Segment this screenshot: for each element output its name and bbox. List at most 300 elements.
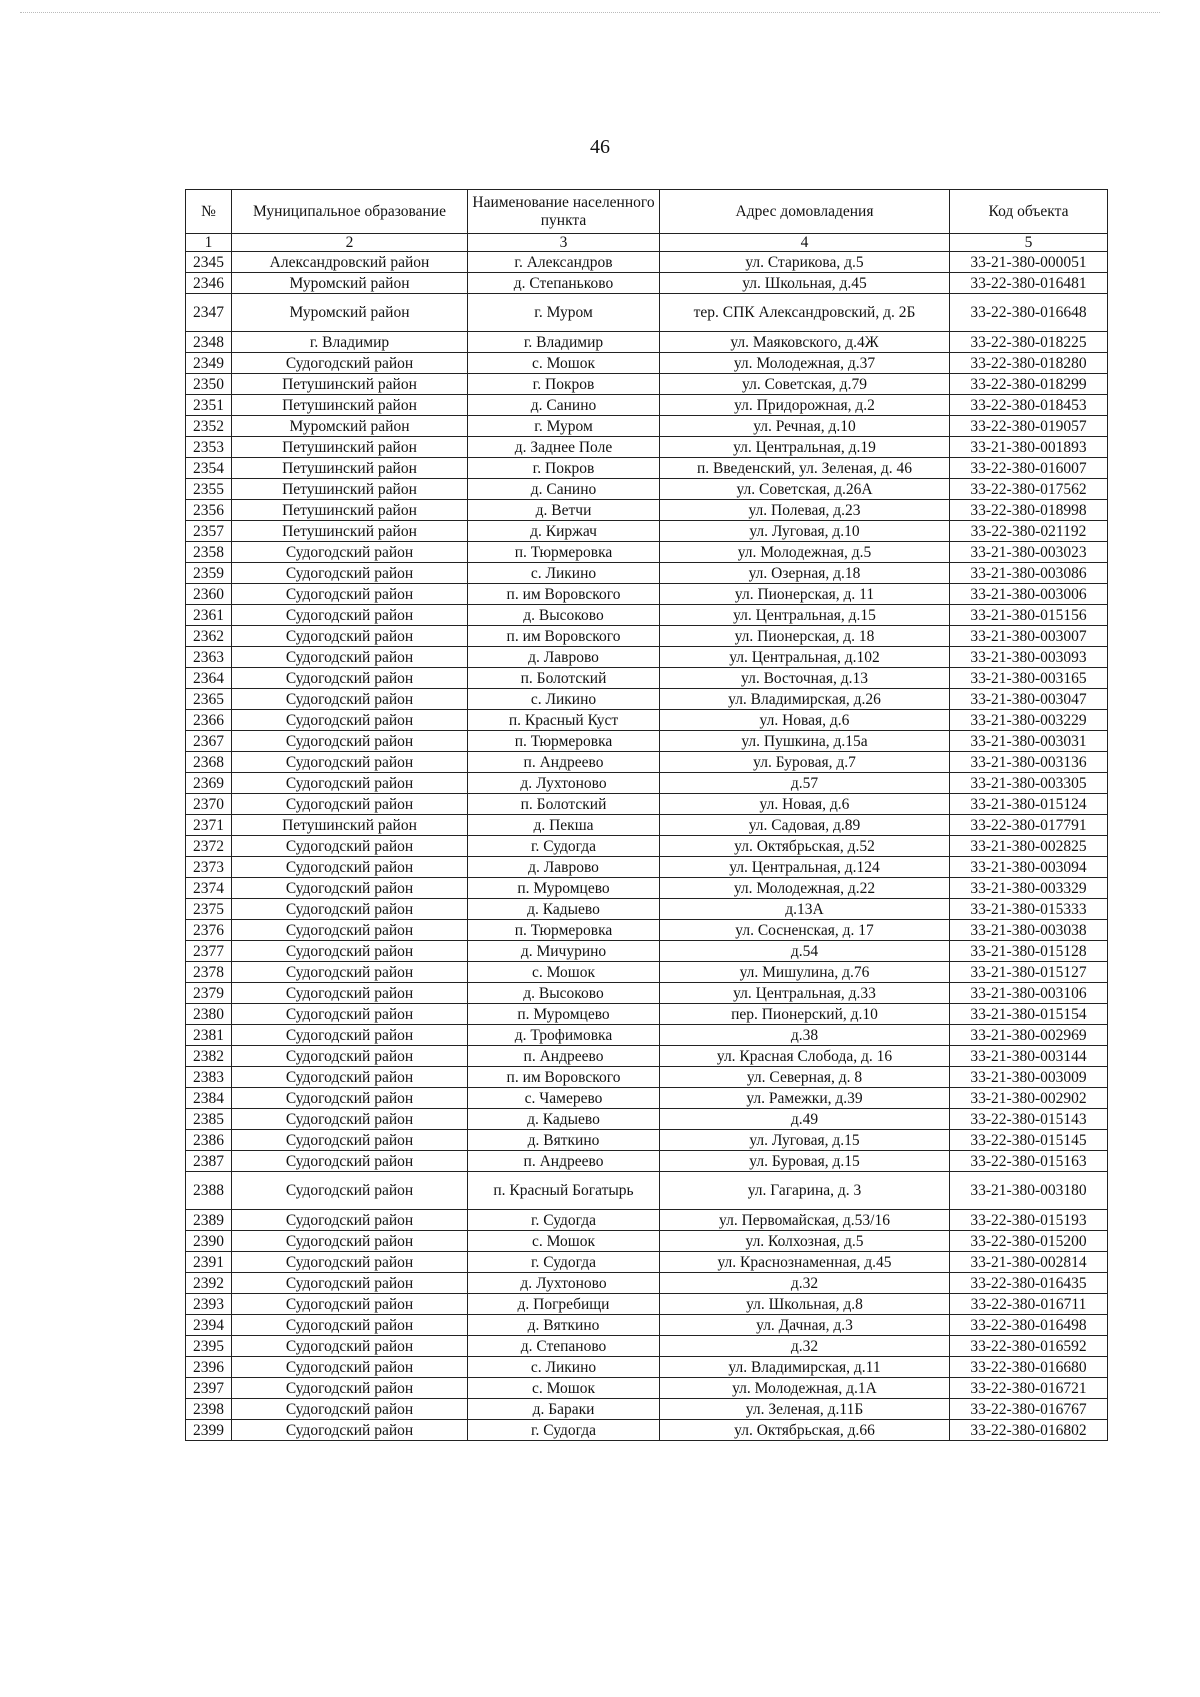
- municipality-cell: Судогодский район: [232, 878, 468, 899]
- municipality-cell: Судогодский район: [232, 941, 468, 962]
- address-cell: ул. Школьная, д.8: [660, 1294, 950, 1315]
- settlement-cell: с. Ликино: [468, 563, 660, 584]
- object-code-cell: 33-21-380-003031: [950, 731, 1108, 752]
- object-code-cell: 33-21-380-003106: [950, 983, 1108, 1004]
- address-cell: д.38: [660, 1025, 950, 1046]
- municipality-cell: Петушинский район: [232, 458, 468, 479]
- object-code-cell: 33-22-380-019057: [950, 416, 1108, 437]
- row-number-cell: 2392: [186, 1273, 232, 1294]
- municipality-cell: Петушинский район: [232, 500, 468, 521]
- settlement-cell: д. Санино: [468, 479, 660, 500]
- municipality-cell: Судогодский район: [232, 1025, 468, 1046]
- municipality-cell: Судогодский район: [232, 1046, 468, 1067]
- object-code-cell: 33-22-380-015200: [950, 1231, 1108, 1252]
- object-code-cell: 33-21-380-003007: [950, 626, 1108, 647]
- object-code-cell: 33-21-380-015124: [950, 794, 1108, 815]
- settlement-cell: п. им Воровского: [468, 626, 660, 647]
- table-row: [186, 374, 1108, 395]
- table-row: [186, 710, 1108, 731]
- address-cell: ул. Дачная, д.3: [660, 1315, 950, 1336]
- object-code-cell: 33-22-380-016767: [950, 1399, 1108, 1420]
- column-number: 4: [660, 234, 950, 252]
- row-number-cell: 2355: [186, 479, 232, 500]
- object-code-cell: 33-22-380-015193: [950, 1210, 1108, 1231]
- row-number-cell: 2356: [186, 500, 232, 521]
- object-code-cell: 33-21-380-015128: [950, 941, 1108, 962]
- table-row: [186, 1067, 1108, 1088]
- table-row: [186, 962, 1108, 983]
- header-settlement: Наименование населенного пункта: [468, 190, 660, 234]
- row-number-cell: 2365: [186, 689, 232, 710]
- municipality-cell: г. Владимир: [232, 332, 468, 353]
- table-row: [186, 1420, 1108, 1441]
- row-number-cell: 2391: [186, 1252, 232, 1273]
- table-row: [186, 1399, 1108, 1420]
- municipality-cell: Судогодский район: [232, 962, 468, 983]
- address-cell: ул. Пионерская, д. 18: [660, 626, 950, 647]
- address-cell: ул. Речная, д.10: [660, 416, 950, 437]
- address-cell: ул. Луговая, д.10: [660, 521, 950, 542]
- row-number-cell: 2370: [186, 794, 232, 815]
- object-code-cell: 33-21-380-003305: [950, 773, 1108, 794]
- address-cell: п. Введенский, ул. Зеленая, д. 46: [660, 458, 950, 479]
- table-row: [186, 1210, 1108, 1231]
- object-code-cell: 33-21-380-001893: [950, 437, 1108, 458]
- municipality-cell: Судогодский район: [232, 857, 468, 878]
- address-cell: ул. Пионерская, д. 11: [660, 584, 950, 605]
- settlement-cell: д. Лухтоново: [468, 773, 660, 794]
- object-code-cell: 33-22-380-018299: [950, 374, 1108, 395]
- settlement-cell: д. Заднее Поле: [468, 437, 660, 458]
- object-code-cell: 33-22-380-017562: [950, 479, 1108, 500]
- settlement-cell: д. Санино: [468, 395, 660, 416]
- row-number-cell: 2351: [186, 395, 232, 416]
- settlement-cell: п. Красный Куст: [468, 710, 660, 731]
- settlement-cell: г. Судогда: [468, 836, 660, 857]
- row-number-cell: 2346: [186, 273, 232, 294]
- row-number-cell: 2383: [186, 1067, 232, 1088]
- object-code-cell: 33-22-380-021192: [950, 521, 1108, 542]
- municipality-cell: Судогодский район: [232, 1172, 468, 1210]
- address-cell: ул. Центральная, д.124: [660, 857, 950, 878]
- object-code-cell: 33-21-380-015333: [950, 899, 1108, 920]
- settlement-cell: д. Трофимовка: [468, 1025, 660, 1046]
- row-number-cell: 2377: [186, 941, 232, 962]
- table-row: [186, 252, 1108, 273]
- table-row: [186, 273, 1108, 294]
- settlement-cell: д. Лухтоново: [468, 1273, 660, 1294]
- settlement-cell: г. Муром: [468, 294, 660, 332]
- object-code-cell: 33-21-380-003038: [950, 920, 1108, 941]
- row-number-cell: 2390: [186, 1231, 232, 1252]
- settlement-cell: д. Ветчи: [468, 500, 660, 521]
- object-code-cell: 33-21-380-003023: [950, 542, 1108, 563]
- table-row: [186, 773, 1108, 794]
- header-address: Адрес домовладения: [660, 190, 950, 234]
- row-number-cell: 2389: [186, 1210, 232, 1231]
- address-cell: ул. Советская, д.79: [660, 374, 950, 395]
- settlement-cell: д. Вяткино: [468, 1315, 660, 1336]
- table-row: [186, 479, 1108, 500]
- address-cell: ул. Пушкина, д.15а: [660, 731, 950, 752]
- settlement-cell: д. Высоково: [468, 605, 660, 626]
- address-cell: ул. Озерная, д.18: [660, 563, 950, 584]
- row-number-cell: 2358: [186, 542, 232, 563]
- row-number-cell: 2361: [186, 605, 232, 626]
- address-cell: д.54: [660, 941, 950, 962]
- row-number-cell: 2397: [186, 1378, 232, 1399]
- settlement-cell: п. Андреево: [468, 752, 660, 773]
- settlement-cell: п. Тюрмеровка: [468, 542, 660, 563]
- table-row: [186, 941, 1108, 962]
- header-municipality: Муниципальное образование: [232, 190, 468, 234]
- municipality-cell: Петушинский район: [232, 521, 468, 542]
- table-row: [186, 605, 1108, 626]
- address-cell: д.13А: [660, 899, 950, 920]
- address-cell: ул. Северная, д. 8: [660, 1067, 950, 1088]
- scan-artifact-line: [20, 12, 1160, 14]
- address-cell: ул. Молодежная, д.5: [660, 542, 950, 563]
- address-cell: ул. Буровая, д.15: [660, 1151, 950, 1172]
- object-code-cell: 33-22-380-015143: [950, 1109, 1108, 1130]
- municipality-cell: Судогодский район: [232, 353, 468, 374]
- municipality-cell: Судогодский район: [232, 1378, 468, 1399]
- table-row: [186, 563, 1108, 584]
- object-code-cell: 33-22-380-016721: [950, 1378, 1108, 1399]
- municipality-cell: Судогодский район: [232, 626, 468, 647]
- settlement-cell: с. Ликино: [468, 1357, 660, 1378]
- row-number-cell: 2363: [186, 647, 232, 668]
- municipality-cell: Судогодский район: [232, 836, 468, 857]
- municipality-cell: Судогодский район: [232, 668, 468, 689]
- column-number: 3: [468, 234, 660, 252]
- settlement-cell: д. Кадыево: [468, 1109, 660, 1130]
- address-cell: д.49: [660, 1109, 950, 1130]
- table-row: [186, 1025, 1108, 1046]
- settlement-cell: д. Кадыево: [468, 899, 660, 920]
- row-number-cell: 2364: [186, 668, 232, 689]
- row-number-cell: 2399: [186, 1420, 232, 1441]
- address-cell: д.32: [660, 1336, 950, 1357]
- row-number-cell: 2362: [186, 626, 232, 647]
- address-cell: ул. Колхозная, д.5: [660, 1231, 950, 1252]
- address-cell: ул. Мишулина, д.76: [660, 962, 950, 983]
- header-row: [186, 190, 1108, 234]
- settlement-cell: п. Андреево: [468, 1151, 660, 1172]
- settlement-cell: п. Болотский: [468, 668, 660, 689]
- object-code-cell: 33-21-380-003329: [950, 878, 1108, 899]
- row-number-cell: 2394: [186, 1315, 232, 1336]
- table-row: [186, 1294, 1108, 1315]
- municipality-cell: Петушинский район: [232, 374, 468, 395]
- municipality-cell: Петушинский район: [232, 815, 468, 836]
- municipality-cell: Судогодский район: [232, 584, 468, 605]
- municipality-cell: Судогодский район: [232, 1130, 468, 1151]
- settlement-cell: п. Красный Богатырь: [468, 1172, 660, 1210]
- municipality-cell: Судогодский район: [232, 773, 468, 794]
- object-code-cell: 33-22-380-016498: [950, 1315, 1108, 1336]
- table-row: [186, 668, 1108, 689]
- table-row: [186, 500, 1108, 521]
- municipality-cell: Судогодский район: [232, 1151, 468, 1172]
- column-number-row: [186, 234, 1108, 252]
- address-cell: д.57: [660, 773, 950, 794]
- object-code-cell: 33-22-380-018998: [950, 500, 1108, 521]
- settlement-cell: д. Мичурино: [468, 941, 660, 962]
- table-row: [186, 752, 1108, 773]
- table-row: [186, 542, 1108, 563]
- row-number-cell: 2371: [186, 815, 232, 836]
- object-code-cell: 33-22-380-018280: [950, 353, 1108, 374]
- row-number-cell: 2380: [186, 1004, 232, 1025]
- object-code-cell: 33-21-380-015127: [950, 962, 1108, 983]
- table-body: [186, 252, 1108, 1441]
- table-row: [186, 294, 1108, 332]
- address-cell: ул. Октябрьская, д.52: [660, 836, 950, 857]
- table-row: [186, 1231, 1108, 1252]
- address-cell: ул. Новая, д.6: [660, 794, 950, 815]
- object-code-cell: 33-22-380-016481: [950, 273, 1108, 294]
- table-row: [186, 626, 1108, 647]
- address-cell: ул. Сосненская, д. 17: [660, 920, 950, 941]
- table-row: [186, 437, 1108, 458]
- table-row: [186, 353, 1108, 374]
- table-row: [186, 1172, 1108, 1210]
- table-row: [186, 1357, 1108, 1378]
- address-cell: ул. Владимирская, д.26: [660, 689, 950, 710]
- municipality-cell: Судогодский район: [232, 794, 468, 815]
- address-cell: ул. Советская, д.26А: [660, 479, 950, 500]
- row-number-cell: 2375: [186, 899, 232, 920]
- object-code-cell: 33-22-380-016592: [950, 1336, 1108, 1357]
- municipality-cell: Судогодский район: [232, 1067, 468, 1088]
- address-cell: ул. Восточная, д.13: [660, 668, 950, 689]
- municipality-cell: Судогодский район: [232, 1399, 468, 1420]
- row-number-cell: 2348: [186, 332, 232, 353]
- object-code-cell: 33-22-380-017791: [950, 815, 1108, 836]
- address-cell: пер. Пионерский, д.10: [660, 1004, 950, 1025]
- row-number-cell: 2384: [186, 1088, 232, 1109]
- page-number: 46: [590, 136, 610, 158]
- table-row: [186, 1252, 1108, 1273]
- settlement-cell: д. Лаврово: [468, 857, 660, 878]
- municipality-cell: Судогодский район: [232, 1273, 468, 1294]
- object-code-cell: 33-21-380-000051: [950, 252, 1108, 273]
- settlement-cell: д. Погребищи: [468, 1294, 660, 1315]
- settlement-cell: г. Владимир: [468, 332, 660, 353]
- table-row: [186, 458, 1108, 479]
- row-number-cell: 2385: [186, 1109, 232, 1130]
- settlement-cell: п. Тюрмеровка: [468, 731, 660, 752]
- object-code-cell: 33-21-380-015154: [950, 1004, 1108, 1025]
- settlement-cell: с. Мошок: [468, 962, 660, 983]
- object-code-cell: 33-22-380-016648: [950, 294, 1108, 332]
- address-cell: ул. Центральная, д.33: [660, 983, 950, 1004]
- object-code-cell: 33-22-380-015145: [950, 1130, 1108, 1151]
- object-code-cell: 33-21-380-003136: [950, 752, 1108, 773]
- settlement-cell: с. Мошок: [468, 1231, 660, 1252]
- address-cell: ул. Первомайская, д.53/16: [660, 1210, 950, 1231]
- object-code-cell: 33-22-380-016802: [950, 1420, 1108, 1441]
- object-code-cell: 33-22-380-016007: [950, 458, 1108, 479]
- column-number: 2: [232, 234, 468, 252]
- object-code-cell: 33-21-380-002814: [950, 1252, 1108, 1273]
- settlement-cell: г. Муром: [468, 416, 660, 437]
- address-cell: ул. Молодежная, д.1А: [660, 1378, 950, 1399]
- object-code-cell: 33-22-380-018453: [950, 395, 1108, 416]
- address-cell: ул. Центральная, д.102: [660, 647, 950, 668]
- object-code-cell: 33-21-380-003180: [950, 1172, 1108, 1210]
- table-row: [186, 584, 1108, 605]
- object-code-cell: 33-22-380-016435: [950, 1273, 1108, 1294]
- municipality-cell: Судогодский район: [232, 731, 468, 752]
- row-number-cell: 2350: [186, 374, 232, 395]
- municipality-cell: Судогодский район: [232, 1252, 468, 1273]
- object-code-cell: 33-21-380-003144: [950, 1046, 1108, 1067]
- table-row: [186, 1151, 1108, 1172]
- object-code-cell: 33-21-380-015156: [950, 605, 1108, 626]
- object-code-cell: 33-21-380-002825: [950, 836, 1108, 857]
- municipality-cell: Судогодский район: [232, 563, 468, 584]
- row-number-cell: 2357: [186, 521, 232, 542]
- object-code-cell: 33-22-380-016711: [950, 1294, 1108, 1315]
- settlement-cell: д. Пекша: [468, 815, 660, 836]
- settlement-cell: г. Александров: [468, 252, 660, 273]
- row-number-cell: 2369: [186, 773, 232, 794]
- address-cell: ул. Рамежки, д.39: [660, 1088, 950, 1109]
- row-number-cell: 2381: [186, 1025, 232, 1046]
- address-cell: ул. Владимирская, д.11: [660, 1357, 950, 1378]
- settlement-cell: д. Бараки: [468, 1399, 660, 1420]
- object-code-cell: 33-21-380-003165: [950, 668, 1108, 689]
- address-cell: ул. Старикова, д.5: [660, 252, 950, 273]
- municipality-cell: Судогодский район: [232, 1210, 468, 1231]
- address-cell: ул. Садовая, д.89: [660, 815, 950, 836]
- municipality-cell: Александровский район: [232, 252, 468, 273]
- address-cell: ул. Школьная, д.45: [660, 273, 950, 294]
- address-cell: ул. Маяковского, д.4Ж: [660, 332, 950, 353]
- municipality-cell: Судогодский район: [232, 710, 468, 731]
- row-number-cell: 2376: [186, 920, 232, 941]
- address-cell: ул. Молодежная, д.37: [660, 353, 950, 374]
- municipality-cell: Судогодский район: [232, 1357, 468, 1378]
- object-code-cell: 33-21-380-003093: [950, 647, 1108, 668]
- table-row: [186, 731, 1108, 752]
- row-number-cell: 2352: [186, 416, 232, 437]
- row-number-cell: 2353: [186, 437, 232, 458]
- table-row: [186, 332, 1108, 353]
- registry-table: [185, 189, 1108, 1441]
- settlement-cell: г. Покров: [468, 458, 660, 479]
- settlement-cell: п. им Воровского: [468, 584, 660, 605]
- settlement-cell: д. Лаврово: [468, 647, 660, 668]
- row-number-cell: 2387: [186, 1151, 232, 1172]
- object-code-cell: 33-21-380-003094: [950, 857, 1108, 878]
- row-number-cell: 2366: [186, 710, 232, 731]
- table-row: [186, 1378, 1108, 1399]
- municipality-cell: Судогодский район: [232, 899, 468, 920]
- table-row: [186, 794, 1108, 815]
- table-row: [186, 1046, 1108, 1067]
- table-row: [186, 1130, 1108, 1151]
- address-cell: ул. Центральная, д.19: [660, 437, 950, 458]
- table-row: [186, 899, 1108, 920]
- row-number-cell: 2360: [186, 584, 232, 605]
- settlement-cell: с. Ликино: [468, 689, 660, 710]
- row-number-cell: 2373: [186, 857, 232, 878]
- address-cell: ул. Луговая, д.15: [660, 1130, 950, 1151]
- address-cell: ул. Зеленая, д.11Б: [660, 1399, 950, 1420]
- settlement-cell: г. Судогда: [468, 1252, 660, 1273]
- settlement-cell: с. Мошок: [468, 1378, 660, 1399]
- table-row: [186, 878, 1108, 899]
- settlement-cell: п. Болотский: [468, 794, 660, 815]
- municipality-cell: Судогодский район: [232, 1231, 468, 1252]
- row-number-cell: 2354: [186, 458, 232, 479]
- settlement-cell: с. Мошок: [468, 353, 660, 374]
- object-code-cell: 33-21-380-003047: [950, 689, 1108, 710]
- settlement-cell: д. Киржач: [468, 521, 660, 542]
- municipality-cell: Судогодский район: [232, 542, 468, 563]
- address-cell: ул. Красная Слобода, д. 16: [660, 1046, 950, 1067]
- settlement-cell: д. Вяткино: [468, 1130, 660, 1151]
- settlement-cell: п. Муромцево: [468, 1004, 660, 1025]
- object-code-cell: 33-21-380-003229: [950, 710, 1108, 731]
- municipality-cell: Судогодский район: [232, 1294, 468, 1315]
- municipality-cell: Муромский район: [232, 416, 468, 437]
- row-number-cell: 2368: [186, 752, 232, 773]
- table-row: [186, 920, 1108, 941]
- municipality-cell: Судогодский район: [232, 983, 468, 1004]
- municipality-cell: Петушинский район: [232, 437, 468, 458]
- table-row: [186, 1315, 1108, 1336]
- settlement-cell: г. Судогда: [468, 1210, 660, 1231]
- object-code-cell: 33-21-380-003086: [950, 563, 1108, 584]
- address-cell: ул. Гагарина, д. 3: [660, 1172, 950, 1210]
- address-cell: ул. Краснознаменная, д.45: [660, 1252, 950, 1273]
- municipality-cell: Судогодский район: [232, 1315, 468, 1336]
- address-cell: д.32: [660, 1273, 950, 1294]
- object-code-cell: 33-21-380-003006: [950, 584, 1108, 605]
- row-number-cell: 2395: [186, 1336, 232, 1357]
- settlement-cell: г. Судогда: [468, 1420, 660, 1441]
- row-number-cell: 2367: [186, 731, 232, 752]
- municipality-cell: Судогодский район: [232, 1088, 468, 1109]
- table-row: [186, 857, 1108, 878]
- address-cell: ул. Молодежная, д.22: [660, 878, 950, 899]
- table-row: [186, 983, 1108, 1004]
- table-row: [186, 1109, 1108, 1130]
- row-number-cell: 2386: [186, 1130, 232, 1151]
- settlement-cell: г. Покров: [468, 374, 660, 395]
- settlement-cell: п. Андреево: [468, 1046, 660, 1067]
- table-row: [186, 689, 1108, 710]
- header-number: №: [186, 190, 232, 234]
- object-code-cell: 33-21-380-002969: [950, 1025, 1108, 1046]
- row-number-cell: 2382: [186, 1046, 232, 1067]
- settlement-cell: д. Степаново: [468, 1336, 660, 1357]
- table-row: [186, 1004, 1108, 1025]
- column-number: 5: [950, 234, 1108, 252]
- municipality-cell: Судогодский район: [232, 1336, 468, 1357]
- row-number-cell: 2398: [186, 1399, 232, 1420]
- settlement-cell: п. Муромцево: [468, 878, 660, 899]
- table-row: [186, 647, 1108, 668]
- municipality-cell: Петушинский район: [232, 395, 468, 416]
- table-row: [186, 416, 1108, 437]
- column-number: 1: [186, 234, 232, 252]
- table-row: [186, 815, 1108, 836]
